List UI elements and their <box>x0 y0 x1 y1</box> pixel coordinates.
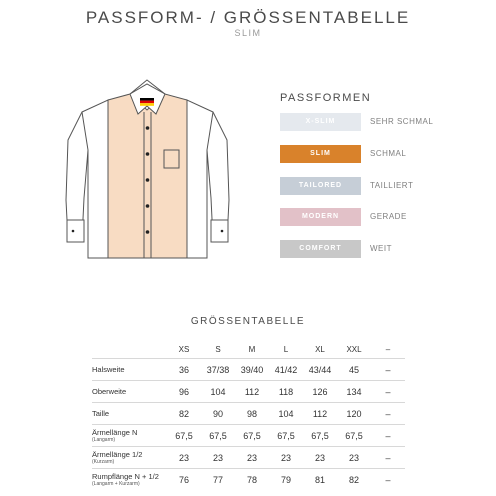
legend-title: PASSFORMEN <box>280 92 372 104</box>
fit-comfort-desc: WEIT <box>370 244 392 253</box>
table-cell: 39/40 <box>235 359 269 381</box>
table-cell: 82 <box>167 403 201 425</box>
table-row <box>92 359 405 381</box>
table-row <box>92 425 405 447</box>
table-cell: 23 <box>269 447 303 469</box>
row-label: Taille <box>92 403 167 425</box>
table-cell: 36 <box>167 359 201 381</box>
row-sublabel: (Langarm + Kurzarm) <box>92 480 140 487</box>
column-header: XL <box>315 344 325 354</box>
table-cell: 90 <box>201 403 235 425</box>
table-cell: 23 <box>201 447 235 469</box>
table-cell: 76 <box>167 469 201 491</box>
column-header: M <box>248 344 256 354</box>
page-subtitle: SLIM <box>234 28 262 38</box>
table-cell: – <box>371 425 405 447</box>
table-cell: 104 <box>201 381 235 403</box>
fit-slim-desc: SCHMAL <box>370 149 407 158</box>
table-cell: 67,5 <box>167 425 201 447</box>
table-cell: 45 <box>337 359 371 381</box>
shirt-illustration <box>60 70 235 265</box>
table-cell: 67,5 <box>337 425 371 447</box>
column-header: XS <box>178 344 190 354</box>
header-label-cell <box>92 340 167 359</box>
table-cell: 104 <box>269 403 303 425</box>
table-cell: 41/42 <box>269 359 303 381</box>
table-cell: 23 <box>303 447 337 469</box>
table-cell: 37/38 <box>201 359 235 381</box>
size-table-header <box>92 340 405 359</box>
table-row <box>92 447 405 469</box>
fit-x-slim-desc: SEHR SCHMAL <box>370 117 434 126</box>
row-label: Halsweite <box>92 359 167 381</box>
table-cell: 67,5 <box>235 425 269 447</box>
row-label: Ärmellänge N (Langarm) <box>92 425 167 447</box>
table-cell: 96 <box>167 381 201 403</box>
table-cell: 23 <box>235 447 269 469</box>
fit-tailored: TAILORED <box>280 177 361 195</box>
fit-comfort: COMFORT <box>280 240 361 258</box>
row-sublabel: (Langarm) <box>92 436 116 443</box>
table-cell: 67,5 <box>303 425 337 447</box>
size-table-title: GRÖSSENTABELLE <box>190 316 306 327</box>
table-cell: 77 <box>201 469 235 491</box>
table-cell: – <box>371 381 405 403</box>
table-cell: 79 <box>269 469 303 491</box>
table-row <box>92 469 405 491</box>
table-cell: 78 <box>235 469 269 491</box>
column-header: – <box>385 344 391 354</box>
fit-x-slim: X-SLIM <box>280 113 361 131</box>
table-cell: 98 <box>235 403 269 425</box>
table-cell: 82 <box>337 469 371 491</box>
fit-slim: SLIM <box>280 145 361 163</box>
table-cell: 67,5 <box>201 425 235 447</box>
table-cell: 112 <box>235 381 269 403</box>
row-sublabel: (Kurzarm) <box>92 458 115 465</box>
table-cell: 134 <box>337 381 371 403</box>
table-cell: 23 <box>167 447 201 469</box>
page-title: PASSFORM- / GRÖSSENTABELLE <box>85 8 411 27</box>
flag-icon <box>140 98 154 106</box>
table-cell: – <box>371 359 405 381</box>
fit-modern: MODERN <box>280 208 361 226</box>
size-table <box>92 340 405 490</box>
column-header: XXL <box>346 344 362 354</box>
table-cell: 118 <box>269 381 303 403</box>
fit-tailored-desc: TAILLIERT <box>370 181 414 190</box>
row-label: Oberweite <box>92 381 167 403</box>
table-cell: 43/44 <box>303 359 337 381</box>
table-cell: – <box>371 403 405 425</box>
table-cell: 81 <box>303 469 337 491</box>
table-row <box>92 403 405 425</box>
row-label: Rumpflänge N + 1/2 (Langarm + Kurzarm) <box>92 469 167 491</box>
column-header: L <box>283 344 289 354</box>
column-header: S <box>215 344 221 354</box>
row-label: Ärmellänge 1/2 (Kurzarm) <box>92 447 167 469</box>
table-cell: 120 <box>337 403 371 425</box>
fit-modern-desc: GERADE <box>370 212 407 221</box>
table-cell: – <box>371 469 405 491</box>
table-cell: 126 <box>303 381 337 403</box>
table-cell: 67,5 <box>269 425 303 447</box>
table-cell: 23 <box>337 447 371 469</box>
table-row <box>92 381 405 403</box>
table-cell: 112 <box>303 403 337 425</box>
table-cell: – <box>371 447 405 469</box>
